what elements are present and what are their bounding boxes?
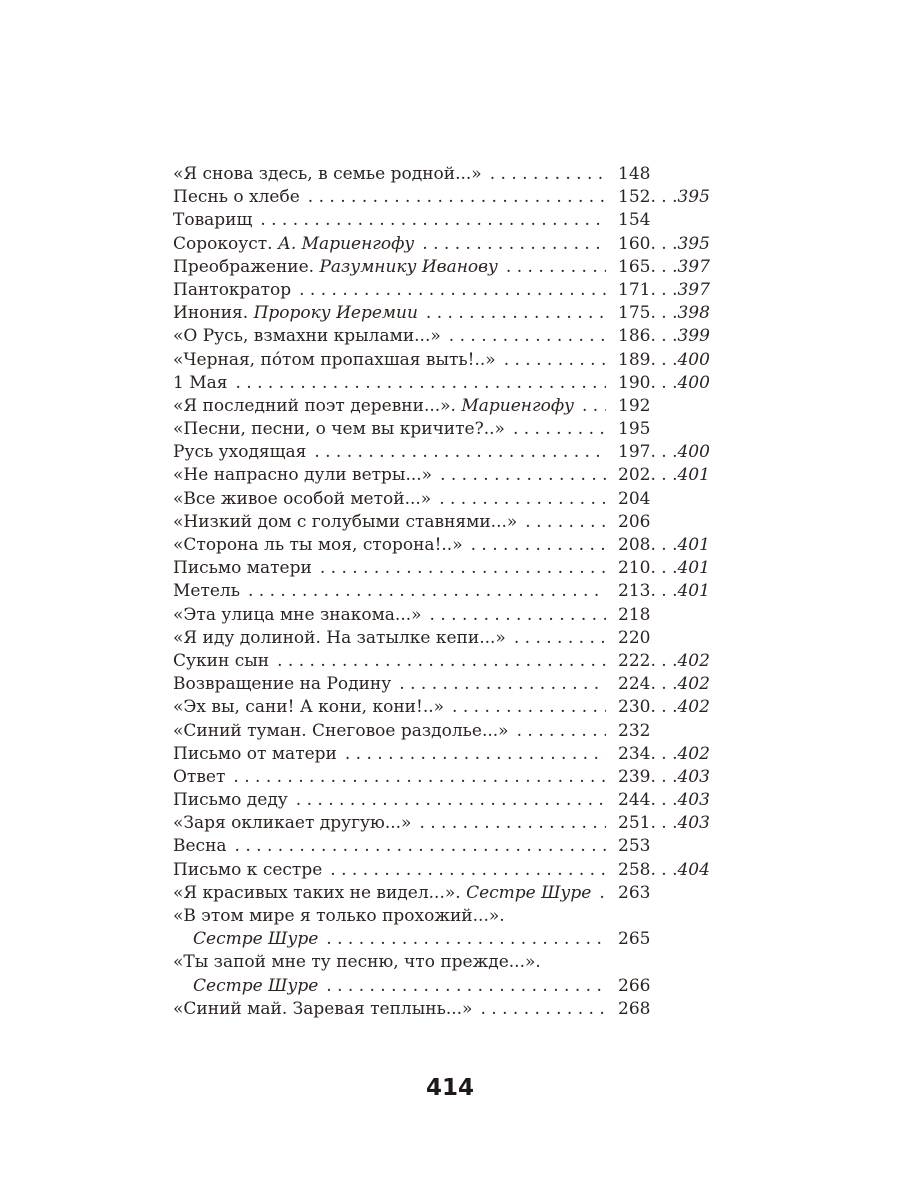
note-separator (650, 326, 677, 346)
note-separator (650, 581, 677, 601)
entry-title (173, 882, 591, 905)
leader-dots (490, 163, 606, 186)
leader-dots (426, 302, 606, 325)
entry-note-page: 403 (677, 790, 710, 811)
leader-dots (399, 673, 606, 696)
leader-dots (517, 720, 606, 743)
note-separator (650, 697, 677, 717)
entry-page: 234 (618, 743, 651, 764)
entry-page: 190 (618, 372, 651, 393)
entry-pages (618, 673, 733, 696)
entry-note-page: 402 (677, 674, 710, 695)
entry-dedication: Сестре Шуре (193, 975, 319, 996)
note-separator (650, 767, 677, 787)
toc-entry (173, 233, 733, 256)
toc-entry (173, 835, 733, 858)
leader-dots (440, 464, 606, 487)
entry-title (173, 928, 318, 951)
entry-title-text: «Сторона ль ты моя, сторона!..» (173, 535, 463, 555)
entry-page: 160 (618, 233, 651, 254)
entry-pages (618, 998, 733, 1021)
entry-note-page: 395 (677, 233, 710, 254)
leader-dots (525, 511, 606, 534)
entry-title-text: «Синий май. Заревая теплынь...» (173, 998, 473, 1019)
leader-dots (471, 534, 606, 557)
leader-dots (236, 372, 607, 395)
note-separator (650, 303, 677, 323)
entry-page: 189 (618, 349, 651, 370)
entry-page: 154 (618, 210, 651, 231)
leader-dots (599, 882, 606, 905)
toc-entry (173, 163, 733, 186)
entry-title-text: «Черная, по́том пропахшая выть!..» (173, 349, 496, 370)
toc-entry (173, 580, 733, 603)
entry-note-page: 399 (677, 326, 710, 347)
entry-page: 206 (618, 511, 651, 532)
entry-note-page: 398 (677, 303, 710, 324)
note-separator (650, 280, 677, 300)
entry-title-text: Письмо деду (173, 790, 288, 811)
entry-title (173, 464, 432, 487)
leader-dots (345, 743, 606, 766)
entry-title-text: Инония. (173, 303, 254, 324)
note-separator (650, 558, 677, 578)
entry-pages (618, 766, 733, 789)
entry-pages (618, 650, 733, 673)
entry-title-text: Товарищ (173, 210, 253, 231)
entry-pages (618, 511, 733, 534)
toc-entry (173, 325, 733, 348)
entry-title-text: 1 Мая (173, 372, 228, 393)
entry-pages (618, 302, 733, 325)
toc-entry (173, 372, 733, 395)
entry-page: 251 (618, 813, 651, 834)
entry-pages (618, 418, 733, 441)
entry-pages (618, 395, 733, 418)
entry-note-page: 397 (677, 279, 710, 300)
toc-entry (173, 279, 733, 302)
leader-dots (439, 488, 606, 511)
entry-title (173, 789, 288, 812)
toc-entry (173, 418, 733, 441)
entry-title (173, 256, 498, 279)
entry-page: 224 (618, 674, 651, 695)
entry-title-text: Письмо к сестре (173, 859, 323, 880)
entry-pages (618, 279, 733, 302)
entry-pages (618, 720, 733, 743)
entry-title (173, 163, 482, 186)
toc-entry (173, 464, 733, 487)
entry-note-page: 400 (677, 442, 710, 463)
entry-title (173, 395, 574, 418)
note-separator (650, 442, 677, 462)
entry-title (173, 233, 414, 256)
note-separator (650, 860, 677, 880)
entry-pages (618, 975, 733, 998)
entry-dedication: Сестре Шуре (193, 929, 319, 950)
entry-title-text: Преображение. (173, 256, 320, 277)
page-number: 414 (425, 1075, 474, 1101)
note-separator (650, 257, 677, 277)
toc-entry (173, 488, 733, 511)
leader-dots (248, 580, 606, 603)
entry-title-text: «Песни, песни, о чем вы кричите?..» (173, 419, 505, 440)
toc-entry (173, 209, 733, 232)
entry-pages (618, 835, 733, 858)
toc-entry (173, 975, 733, 998)
entry-title-text: Весна (173, 836, 227, 857)
entry-note-page: 400 (677, 349, 710, 370)
leader-dots (233, 766, 606, 789)
entry-dedication: Мариенгофу (461, 395, 574, 416)
leader-dots (314, 441, 606, 464)
leader-dots (582, 395, 606, 418)
entry-title (173, 835, 227, 858)
entry-note-page: 401 (677, 558, 710, 579)
entry-title (173, 488, 431, 511)
note-separator (650, 465, 677, 485)
entry-pages (618, 696, 733, 719)
entry-title (173, 998, 472, 1021)
entry-title-text: «Ты запой мне ту песню, что прежде...». (173, 952, 541, 973)
entry-title (173, 418, 505, 441)
entry-note-page: 400 (677, 372, 710, 393)
entry-dedication: Разумнику Иванову (319, 256, 498, 277)
entry-title-text: «Низкий дом с голубыми ставнями...» (173, 511, 518, 532)
entry-title-text: «Синий туман. Снеговое раздолье...» (173, 720, 509, 741)
entry-title (173, 951, 541, 974)
toc-entry (173, 256, 733, 279)
entry-pages (618, 256, 733, 279)
entry-title (173, 209, 252, 232)
entry-note-page: 395 (677, 187, 710, 208)
toc-entry (173, 743, 733, 766)
leader-dots (422, 233, 606, 256)
leader-dots (296, 789, 606, 812)
entry-page: 244 (618, 790, 651, 811)
toc-entry (173, 928, 733, 951)
entry-title (173, 372, 228, 395)
entry-title (173, 302, 418, 325)
entry-pages (618, 882, 733, 905)
entry-title-text: Сукин сын (173, 650, 270, 671)
entry-page: 263 (618, 882, 651, 903)
entry-page: 239 (618, 766, 651, 787)
note-separator (650, 651, 677, 671)
toc-entry (173, 859, 733, 882)
entry-title-text: Письмо от матери (173, 743, 337, 764)
note-separator (650, 535, 677, 555)
leader-dots (430, 604, 606, 627)
entry-dedication: Пророку Иеремии (253, 303, 418, 324)
entry-title (173, 557, 312, 580)
toc-entry (173, 534, 733, 557)
entry-page: 222 (618, 650, 651, 671)
entry-note-page: 401 (677, 581, 710, 602)
entry-title-text: Сорокоуст. (173, 233, 278, 254)
leader-dots (260, 209, 606, 232)
entry-page: 266 (618, 975, 651, 996)
entry-pages (618, 186, 733, 209)
entry-title-text: Возвращение на Родину (173, 674, 392, 695)
note-separator (650, 234, 677, 254)
toc-entry (173, 720, 733, 743)
entry-page: 192 (618, 395, 651, 416)
leader-dots (326, 928, 606, 951)
entry-note-page: 397 (677, 256, 710, 277)
entry-title-text: «Я снова здесь, в семье родной...» (173, 164, 482, 184)
toc-entry (173, 302, 733, 325)
entry-page: 218 (618, 604, 651, 625)
entry-title-text: Письмо матери (173, 558, 312, 579)
entry-page: 213 (618, 581, 651, 602)
toc-entry (173, 395, 733, 418)
entry-pages (618, 349, 733, 372)
toc-entry (173, 673, 733, 696)
entry-title-text: «Не напрасно дули ветры...» (173, 465, 433, 486)
note-separator (650, 674, 677, 694)
entry-pages (618, 163, 733, 186)
entry-page: 210 (618, 558, 651, 579)
leader-dots (235, 835, 606, 858)
entry-title-text: «Эта улица мне знакома...» (173, 604, 422, 625)
note-separator (650, 373, 677, 393)
toc-entry (173, 766, 733, 789)
entry-page: 197 (618, 442, 651, 463)
entry-page: 268 (618, 998, 651, 1019)
entry-title (173, 349, 496, 372)
entry-pages (618, 859, 733, 882)
entry-page: 195 (618, 419, 651, 440)
entry-note-page: 403 (677, 766, 710, 787)
table-of-contents (173, 163, 733, 1021)
entry-title (173, 650, 269, 673)
entry-title (173, 859, 322, 882)
entry-pages (618, 441, 733, 464)
entry-title-text: «Я последний поэт деревни...». (173, 395, 462, 416)
toc-entry (173, 627, 733, 650)
leader-dots (452, 696, 606, 719)
entry-title-text: Метель (173, 581, 240, 602)
entry-title (173, 511, 517, 534)
entry-page: 220 (618, 627, 651, 648)
entry-title (173, 743, 337, 766)
entry-note-page: 401 (677, 465, 710, 486)
note-separator (650, 744, 677, 764)
leader-dots (308, 186, 606, 209)
entry-title-text: «Эх вы, сани! А кони, кони!..» (173, 697, 445, 718)
note-separator (650, 790, 677, 810)
entry-dedication: А. Мариенгофу (277, 233, 415, 254)
entry-pages (618, 580, 733, 603)
entry-pages (618, 209, 733, 232)
toc-entry (173, 511, 733, 534)
leader-dots (514, 627, 606, 650)
leader-dots (449, 325, 606, 348)
entry-page: 171 (618, 279, 651, 300)
toc-entry (173, 604, 733, 627)
entry-title-text: Пантократор (173, 279, 292, 300)
entry-title (173, 534, 463, 557)
entry-pages (618, 464, 733, 487)
toc-entry (173, 349, 733, 372)
leader-dots (419, 812, 606, 835)
note-separator (650, 350, 677, 370)
entry-title-text: Русь уходящая (173, 442, 307, 463)
entry-pages (618, 928, 733, 951)
note-separator (650, 187, 677, 207)
entry-pages (618, 557, 733, 580)
entry-title (173, 766, 225, 789)
leader-dots (506, 256, 606, 279)
entry-title (173, 720, 509, 743)
entry-title-text: «В этом мире я только прохожий...». (173, 906, 505, 926)
leader-dots (277, 650, 606, 673)
entry-note-page: 402 (677, 650, 710, 671)
entry-note-page: 402 (677, 743, 710, 764)
entry-pages (618, 488, 733, 511)
entry-page: 253 (618, 836, 651, 857)
entry-pages (618, 233, 733, 256)
entry-pages (618, 372, 733, 395)
toc-entry (173, 998, 733, 1021)
entry-title (173, 905, 505, 928)
entry-title-text: Песнь о хлебе (173, 187, 300, 208)
entry-pages (618, 743, 733, 766)
toc-entry (173, 186, 733, 209)
entry-title (173, 186, 300, 209)
entry-page: 230 (618, 697, 651, 718)
leader-dots (480, 998, 606, 1021)
entry-title (173, 975, 318, 998)
entry-title-text: «Заря окликает другую...» (173, 813, 412, 834)
leader-dots (320, 557, 606, 580)
entry-pages (618, 789, 733, 812)
entry-title (173, 279, 291, 302)
entry-page: 232 (618, 720, 651, 741)
entry-note-page: 403 (677, 813, 710, 834)
entry-pages (618, 627, 733, 650)
entry-page: 204 (618, 488, 651, 509)
entry-title (173, 696, 444, 719)
entry-dedication: Сестре Шуре (466, 882, 592, 903)
entry-title-text: «Я красивых таких не видел...». (173, 882, 467, 903)
entry-pages (618, 534, 733, 557)
entry-title (173, 627, 506, 650)
toc-entry (173, 882, 733, 905)
entry-title (173, 441, 306, 464)
entry-title (173, 812, 411, 835)
toc-entry (173, 812, 733, 835)
entry-page: 258 (618, 859, 651, 880)
entry-title (173, 325, 441, 348)
entry-title-text: Ответ (173, 766, 226, 787)
entry-page: 165 (618, 256, 651, 277)
toc-entry (173, 905, 733, 928)
entry-page: 202 (618, 465, 651, 486)
entry-page: 175 (618, 303, 651, 324)
toc-entry (173, 696, 733, 719)
entry-pages (618, 325, 733, 348)
toc-entry (173, 789, 733, 812)
entry-page: 208 (618, 535, 651, 555)
entry-title (173, 580, 240, 603)
leader-dots (504, 349, 606, 372)
leader-dots (299, 279, 606, 302)
note-separator (650, 813, 677, 833)
entry-note-page: 401 (677, 535, 710, 555)
entry-note-page: 404 (677, 859, 710, 880)
entry-title-text: «Все живое особой метой...» (173, 488, 432, 509)
toc-entry (173, 557, 733, 580)
toc-entry (173, 951, 733, 974)
entry-title-text: «Я иду долиной. На затылке кепи...» (173, 627, 506, 648)
entry-page: 186 (618, 326, 651, 347)
entry-page: 265 (618, 929, 651, 950)
entry-page: 152 (618, 187, 651, 208)
entry-note-page: 402 (677, 697, 710, 718)
entry-title (173, 673, 391, 696)
entry-page: 148 (618, 164, 651, 184)
toc-entry (173, 650, 733, 673)
entry-title-text: «О Русь, взмахни крылами...» (173, 326, 441, 347)
entry-pages (618, 604, 733, 627)
leader-dots (513, 418, 606, 441)
toc-entry (173, 441, 733, 464)
entry-title (173, 604, 422, 627)
leader-dots (330, 859, 606, 882)
entry-pages (618, 812, 733, 835)
leader-dots (326, 975, 606, 998)
